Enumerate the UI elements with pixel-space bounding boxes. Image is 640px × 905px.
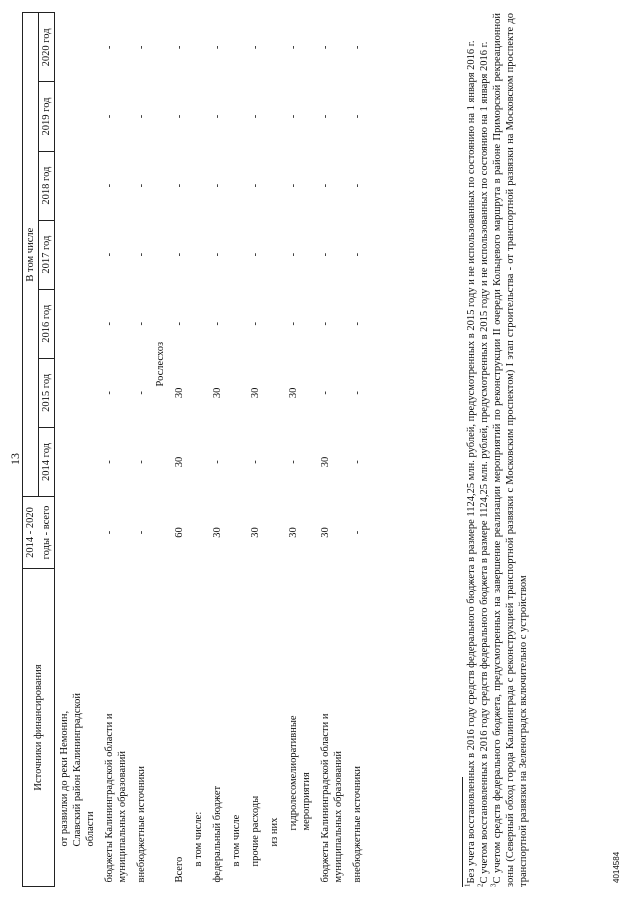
row-year-value: - xyxy=(136,322,147,326)
row-year-value: - xyxy=(320,183,331,188)
footnote-mark: 2 xyxy=(476,883,485,887)
row-year-value: - xyxy=(104,322,115,326)
row-year-value xyxy=(265,289,284,358)
row-year-value: - xyxy=(174,114,185,119)
row-year-value: - xyxy=(288,322,299,326)
row-year-value xyxy=(227,289,246,358)
row-total: 30 xyxy=(212,527,223,538)
row-label: федеральный бюджет xyxy=(212,785,223,883)
row-year-value: - xyxy=(352,114,363,119)
row-year-value xyxy=(55,289,101,358)
row-year-value: - xyxy=(250,183,261,188)
row-label: внебюджетные источники xyxy=(136,765,147,883)
header-period-top: 2014 - 2020 xyxy=(23,497,39,569)
footnote xyxy=(478,13,491,887)
row-year-value: 30 xyxy=(174,456,185,468)
footnote-rule xyxy=(462,777,463,887)
row-year-value: 30 xyxy=(320,456,331,468)
row-total: - xyxy=(136,530,147,535)
row-year-value xyxy=(55,151,101,220)
row-year-value: - xyxy=(352,460,363,464)
row-year-value: - xyxy=(174,322,185,326)
row-year-value xyxy=(265,427,284,496)
row-year-value: - xyxy=(320,391,331,395)
row-year-value: - xyxy=(320,252,331,257)
row-year-value: - xyxy=(136,460,147,464)
row-year-value: - xyxy=(104,45,115,50)
row-year-value xyxy=(55,220,101,289)
row-year-value xyxy=(265,358,284,427)
row-year-value xyxy=(227,427,246,496)
row-year-value: - xyxy=(288,45,299,50)
row-total: - xyxy=(352,530,363,535)
row-total xyxy=(227,497,246,569)
row-year-value xyxy=(189,220,208,289)
document-code: 4014584 xyxy=(612,851,621,883)
row-year-value: - xyxy=(174,252,185,257)
row-year-value xyxy=(265,13,284,82)
row-year-value: - xyxy=(212,252,223,257)
row-year-value: - xyxy=(136,252,147,257)
footnote-mark: 1 xyxy=(463,883,472,887)
row-total: - xyxy=(104,530,115,535)
row-year-value: - xyxy=(174,45,185,50)
row-year-value xyxy=(55,82,101,151)
header-year: 2018 год xyxy=(39,151,55,220)
row-year-value xyxy=(55,358,101,427)
row-year-value xyxy=(265,220,284,289)
table-row xyxy=(316,13,348,887)
row-year-value: - xyxy=(352,391,363,395)
row-year-value xyxy=(227,13,246,82)
row-year-value: - xyxy=(288,114,299,119)
row-year-value: - xyxy=(250,45,261,50)
footnote-mark: 3 xyxy=(489,883,498,887)
row-year-value xyxy=(227,220,246,289)
table-row xyxy=(208,13,227,887)
row-label: в том числе: xyxy=(193,811,204,867)
row-year-value xyxy=(189,358,208,427)
row-year-value: - xyxy=(352,322,363,326)
header-group: В том числе xyxy=(23,13,39,497)
row-year-value xyxy=(55,13,101,82)
row-total: 30 xyxy=(288,527,299,538)
row-year-value xyxy=(265,82,284,151)
row-year-value: 30 xyxy=(212,387,223,399)
footnote-text: Без учета восстановленных в 2016 году средств федерального бюджета в размере 1124,25 млн. рублей, предусмотренных в 2015 году и не использованных по состоянию на 1 января 2016 г. xyxy=(466,40,477,884)
row-year-value: - xyxy=(320,45,331,50)
row-year-value: - xyxy=(288,460,299,464)
row-year-value: - xyxy=(104,460,115,464)
row-label: внебюджетные источники xyxy=(352,765,363,883)
table-cell-empty xyxy=(151,497,170,887)
table-row xyxy=(170,13,189,887)
header-year: 2014 год xyxy=(39,427,55,496)
table-row xyxy=(132,13,151,887)
section-caption: Рослесхоз xyxy=(155,341,166,387)
row-year-value: - xyxy=(320,114,331,119)
row-year-value: - xyxy=(136,45,147,50)
table-row xyxy=(246,13,265,887)
row-label: от развилки до реки Немонин, Славский район Калининградской области xyxy=(59,693,96,847)
row-year-value: - xyxy=(136,391,147,395)
row-label: в том числе xyxy=(231,814,242,867)
header-period-bottom: годы - всего xyxy=(39,497,55,569)
row-total: 30 xyxy=(320,527,331,538)
footnotes xyxy=(462,13,530,887)
table-row xyxy=(348,13,367,887)
row-year-value: - xyxy=(104,114,115,119)
row-year-value: - xyxy=(136,183,147,188)
header-year: 2020 год xyxy=(39,13,55,82)
header-year: 2019 год xyxy=(39,82,55,151)
table-row xyxy=(265,13,284,887)
row-year-value: - xyxy=(104,183,115,188)
row-year-value xyxy=(227,358,246,427)
row-year-value xyxy=(265,151,284,220)
row-year-value: - xyxy=(320,322,331,326)
header-year: 2016 год xyxy=(39,289,55,358)
row-label: гидролесомелиоративные мероприятия xyxy=(288,715,312,831)
row-label: из них xyxy=(269,817,280,847)
row-year-value: - xyxy=(212,114,223,119)
footnote-text: С учетом средств федерального бюджета, предусмотренных на завершение реализации мероприятий по реконструкции II очереди Кольцевого маршрута в районе Приморской рекреационной зоны (Северный обход города Калининграда с реконструкцией транспортной развязки с Московским проспектом) I этап строительства - от транспортной развязки на Московском проспекте до транспортной развязки на Зеленоградск включительно с устройством xyxy=(492,13,529,887)
row-year-value: - xyxy=(352,183,363,188)
page-number: 13 xyxy=(8,453,22,465)
row-year-value xyxy=(227,151,246,220)
row-total: 60 xyxy=(174,527,185,538)
row-year-value xyxy=(189,151,208,220)
header-source: Источники финансирования xyxy=(23,569,55,887)
row-year-value: - xyxy=(250,460,261,464)
row-year-value: 30 xyxy=(250,387,261,399)
header-year: 2017 год xyxy=(39,220,55,289)
row-total xyxy=(55,497,101,569)
row-year-value xyxy=(189,427,208,496)
row-year-value: - xyxy=(212,460,223,464)
row-year-value: - xyxy=(250,322,261,326)
footnote-text: С учетом восстановленных в 2016 году средств федерального бюджета в размере 1124,25 млн. рублей, предусмотренных в 2015 году и не использованных по состоянию на 1 января 2016 г. xyxy=(479,41,490,884)
row-year-value: 30 xyxy=(288,387,299,399)
header-year: 2015 год xyxy=(39,358,55,427)
row-total: 30 xyxy=(250,527,261,538)
row-year-value xyxy=(189,289,208,358)
table-row xyxy=(189,13,208,887)
row-year-value: - xyxy=(250,114,261,119)
row-year-value: - xyxy=(352,252,363,257)
table-row xyxy=(100,13,132,887)
row-year-value: - xyxy=(212,322,223,326)
row-total xyxy=(265,497,284,569)
row-year-value: - xyxy=(250,252,261,257)
row-year-value xyxy=(189,13,208,82)
table-row xyxy=(284,13,316,887)
row-label: бюджеты Калининградской области и муниципальных образований xyxy=(104,713,128,883)
row-total xyxy=(189,497,208,569)
row-year-value: - xyxy=(288,183,299,188)
row-year-value: - xyxy=(174,183,185,188)
footnote xyxy=(465,13,478,887)
row-year-value: - xyxy=(212,45,223,50)
row-year-value xyxy=(227,82,246,151)
row-year-value: - xyxy=(212,183,223,188)
row-year-value: - xyxy=(352,45,363,50)
row-year-value xyxy=(55,427,101,496)
row-label: Всего xyxy=(174,856,185,883)
row-year-value: - xyxy=(104,391,115,395)
row-year-value xyxy=(189,82,208,151)
row-year-value: - xyxy=(288,252,299,257)
row-label: бюджеты Калининградской области и муниципальных образований xyxy=(320,713,344,883)
table-row xyxy=(151,13,170,887)
row-year-value: - xyxy=(136,114,147,119)
row-year-value: - xyxy=(104,252,115,257)
row-year-value: 30 xyxy=(174,387,185,399)
footnote xyxy=(491,13,530,887)
table-row xyxy=(227,13,246,887)
financing-table xyxy=(22,12,367,887)
table-row xyxy=(55,13,101,887)
row-label: прочие расходы xyxy=(250,795,261,867)
